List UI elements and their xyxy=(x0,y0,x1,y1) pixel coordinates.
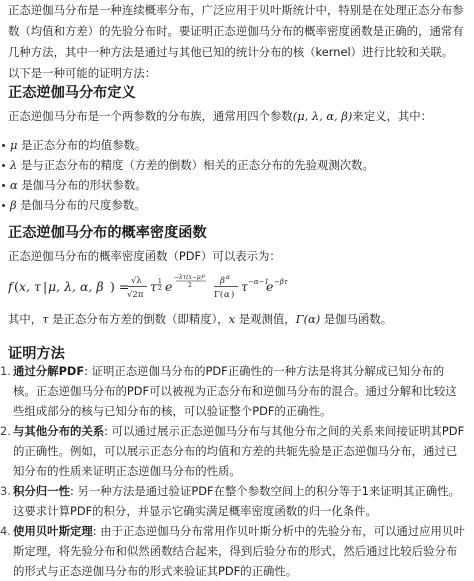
proof-methods-list xyxy=(0,361,466,581)
parameter-list xyxy=(0,135,374,215)
formula-explanation: 其中，τ 是正态分布方差的倒数（即精度），x 是观测值，Γ(α) 是伽马函数。 xyxy=(8,312,393,326)
svg-text:β: β xyxy=(220,276,225,286)
svg-text:α: α xyxy=(226,274,231,281)
list-item: μ 是正态分布的均值参数。 xyxy=(0,135,374,155)
svg-text:−βτ: −βτ xyxy=(274,278,288,286)
svg-text:μ, λ, α, β: μ, λ, α, β xyxy=(48,279,104,294)
pdf-intro: 正态逆伽马分布的概率密度函数（PDF）可以表示为： xyxy=(8,249,281,263)
svg-text:e: e xyxy=(266,279,274,294)
svg-text:x, τ: x, τ xyxy=(19,279,41,294)
svg-text:√λ: √λ xyxy=(131,276,142,286)
list-item: 1. 通过分解PDF: 证明正态逆伽马分布的PDF正确性的一种方法是将其分解成已知分布的核。正态逆伽马分布的PDF可以被视为正态分布和逆伽马分布的混合。通过分解和比较这些组成部分的核与已知分布的核，可以验证整个PDF的正确性。 xyxy=(0,364,457,418)
pdf-formula xyxy=(8,269,308,305)
intro-paragraph: 正态逆伽马分布是一种连续概率分布，广泛应用于贝叶斯统计中，特别是在处理正态分布参数（均值和方差）的先验分布时。要证明正态逆伽马分布的概率密度函数是正确的，通常有几种方法，其中一种方法是通过与其他已知的统计分布的核（kernel）进行比较和关联。以下是一种可能的证明方法： xyxy=(8,3,464,80)
definition-heading: 正态逆伽马分布定义 xyxy=(8,85,136,101)
svg-text:f: f xyxy=(8,279,13,294)
pdf-heading: 正态逆伽马分布的概率密度函数 xyxy=(8,225,207,241)
svg-text:): ) xyxy=(231,290,235,300)
svg-text:−λτ(x−μ)²: −λτ(x−μ)² xyxy=(174,274,206,281)
svg-text:(: ( xyxy=(14,279,19,294)
svg-text:e: e xyxy=(165,279,173,294)
svg-text:2: 2 xyxy=(158,285,162,292)
svg-text:|: | xyxy=(43,279,48,294)
svg-text:τ: τ xyxy=(150,279,157,294)
list-item: β 是伽马分布的尺度参数。 xyxy=(0,195,374,215)
svg-text:−α−1: −α−1 xyxy=(248,278,269,286)
proof-heading: 证明方法 xyxy=(8,346,65,362)
list-item: 3. 积分归一性: 另一种方法是通过验证PDF在整个参数空间上的积分等于1来证明其正确性。这要求计算PDF的积分，并显示它确实满足概率密度函数的归一化条件。 xyxy=(0,484,460,518)
list-item: λ 是与正态分布的精度（方差的倒数）相关的正态分布的先验观测次数。 xyxy=(0,155,374,175)
svg-text:τ: τ xyxy=(241,279,248,294)
svg-text:Γ(: Γ( xyxy=(214,290,224,300)
list-item: α 是伽马分布的形状参数。 xyxy=(0,175,374,195)
svg-text:2: 2 xyxy=(188,282,192,289)
svg-text:1: 1 xyxy=(158,278,162,285)
list-item: 4. 使用贝叶斯定理: 由于正态逆伽马分布常用作贝叶斯分析中的先验分布，可以通过应用贝叶斯定理，将先验分布和似然函数结合起来，得到后验分布的形式，然后通过比较后验分布的形式与正态逆伽马分布的形式来验证其PDF的正确性。 xyxy=(0,524,465,578)
svg-text:√2π: √2π xyxy=(127,290,144,300)
svg-text:α: α xyxy=(224,290,230,300)
params-math: (μ, λ, α, β) xyxy=(292,109,353,123)
list-item: 2. 与其他分布的关系: 可以通过展示正态逆伽马分布与其他分布之间的关系来间接证明其PDF的正确性。例如，可以展示正态分布的均值和方差的共轭先验是正态逆伽马分布，通过已知分布的性质来证明正态逆伽马分布的性质。 xyxy=(0,424,465,478)
svg-text:) =: ) = xyxy=(110,279,130,294)
definition-text: 正态逆伽马分布是一个两参数的分布族，通常用四个参数(μ, λ, α, β)来定义，其中： xyxy=(8,109,433,123)
